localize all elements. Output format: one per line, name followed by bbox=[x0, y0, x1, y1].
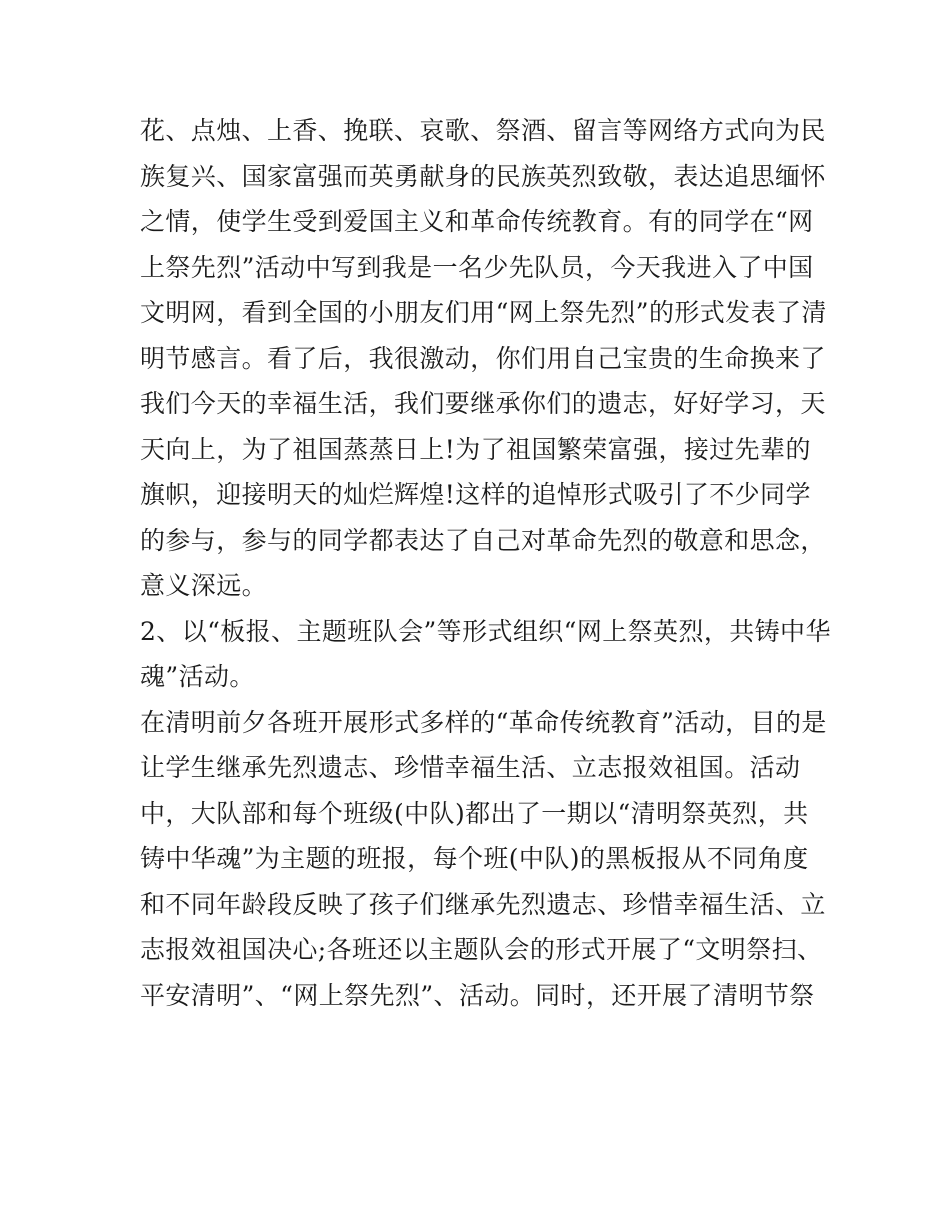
text-line: 明节感言。看了后，我很激动，你们用自己宝贵的生命换来了 bbox=[140, 343, 826, 373]
text-line: 让学生继承先烈遗志、珍惜幸福生活、立志报效祖国。活动 bbox=[140, 753, 801, 782]
text-line: 平安清明”、“网上祭先烈”、活动。同时，还开展了清明节祭 bbox=[140, 980, 815, 1010]
text-line: 铸中华魂”为主题的班报，每个班(中队)的黑板报从不同角度 bbox=[140, 844, 809, 873]
text-line: 上祭先烈”活动中写到我是一名少先队员，今天我进入了中国 bbox=[140, 252, 814, 282]
text-line: 意义深远。 bbox=[140, 571, 268, 600]
text-line: 花、点烛、上香、挽联、哀歌、祭酒、留言等网络方式向为民 bbox=[140, 116, 826, 145]
body-text bbox=[140, 108, 831, 1018]
text-line: 的参与，参与的同学都表达了自己对革命先烈的敬意和思念， bbox=[140, 525, 826, 555]
text-line: 天向上，为了祖国蒸蒸日上!为了祖国繁荣富强，接过先辈的 bbox=[140, 434, 811, 464]
text-line: 和不同年龄段反映了孩子们继承先烈遗志、珍惜幸福生活、立 bbox=[140, 889, 826, 919]
text-line: 旗帜，迎接明天的灿烂辉煌!这样的追悼形式吸引了不少同学 bbox=[140, 480, 811, 509]
text-line: 之情，使学生受到爱国主义和革命传统教育。有的同学在“网 bbox=[140, 207, 814, 236]
text-line: 中，大队部和每个班级(中队)都出了一期以“清明祭英烈，共 bbox=[140, 798, 809, 828]
text-line: 族复兴、国家富强而英勇献身的民族英烈致敬，表达追思缅怀 bbox=[140, 161, 826, 191]
text-line: 我们今天的幸福生活，我们要继承你们的遗志，好好学习，天 bbox=[140, 389, 826, 418]
text-line: 在清明前夕各班开展形式多样的“革命传统教育”活动，目的是 bbox=[140, 707, 827, 737]
text-line: 文明网，看到全国的小朋友们用“网上祭先烈”的形式发表了清 bbox=[140, 298, 827, 327]
text-line: 志报效祖国决心;各班还以主题队会的形式开展了“文明祭扫、 bbox=[140, 935, 823, 964]
section-heading-line: 2、以“板报、主题班队会”等形式组织“网上祭英烈，共铸中华 bbox=[140, 616, 831, 646]
section-heading-line: 魂”活动。 bbox=[140, 662, 255, 691]
